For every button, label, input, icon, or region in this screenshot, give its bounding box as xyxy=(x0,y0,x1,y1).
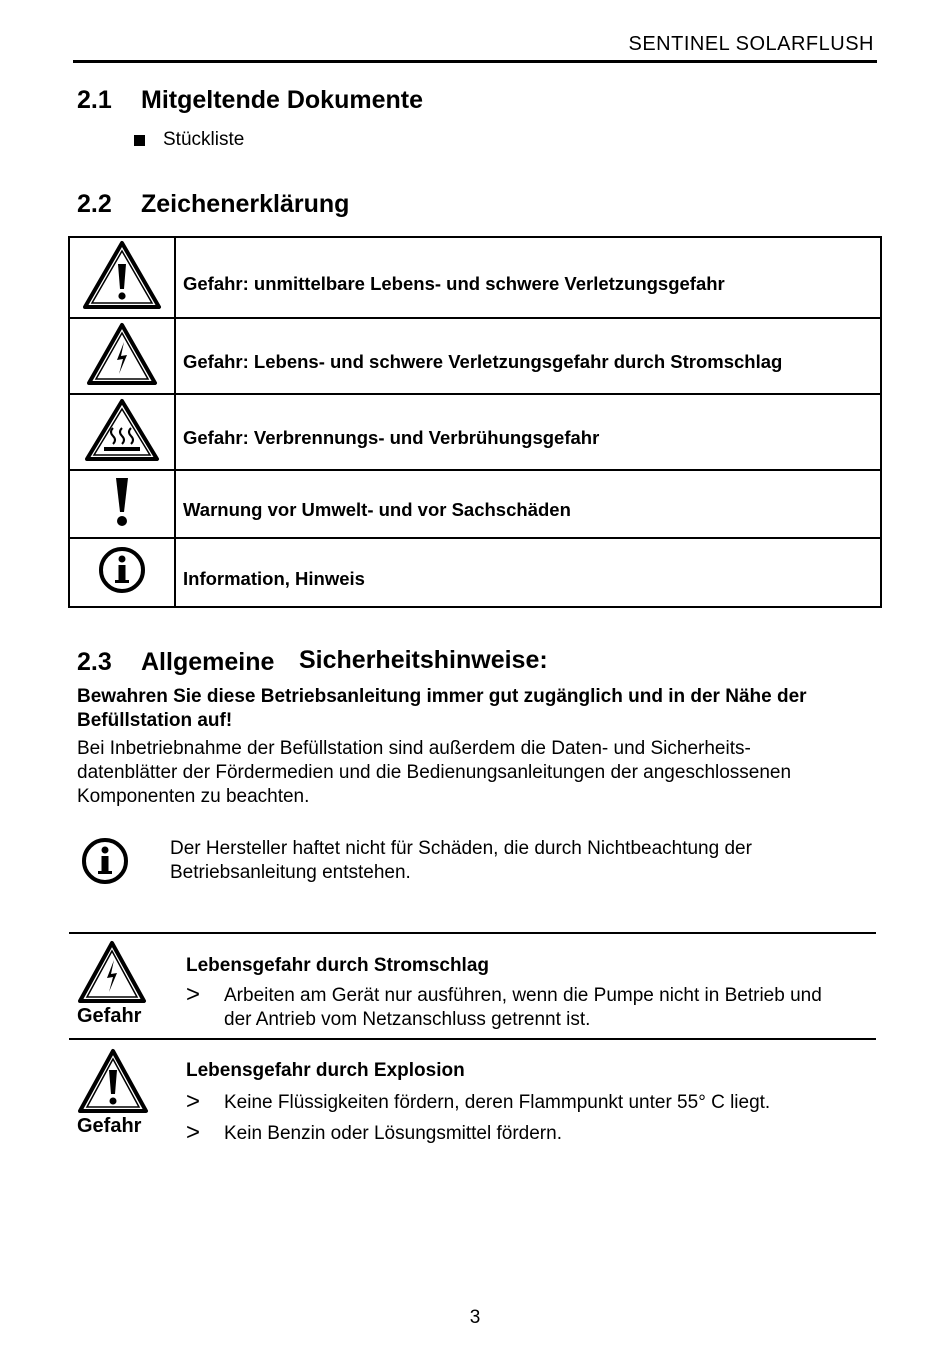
heading-2-3 xyxy=(77,648,274,677)
electric-shock-triangle-icon xyxy=(77,940,147,1004)
warning-divider xyxy=(69,932,876,934)
legend-text: Gefahr: unmittelbare Lebens- und schwere Verletzungsgefahr xyxy=(183,272,725,294)
general-danger-triangle-icon xyxy=(77,1048,149,1114)
exclamation-icon xyxy=(112,476,132,528)
legend-text: Gefahr: Verbrennungs- und Verbrühungsgefahr xyxy=(183,427,600,448)
heading-title-part-b: Sicherheitshinweise: xyxy=(299,646,548,674)
arrow-marker-icon: > xyxy=(186,1088,201,1115)
item-line: der Antrieb vom Netzanschluss getrennt ist. xyxy=(224,1009,591,1030)
heading-title: Mitgeltende Dokumente xyxy=(141,86,423,114)
header-rule xyxy=(73,60,877,63)
heading-title-part-a: Allgemeine xyxy=(141,648,275,676)
table-row xyxy=(69,470,881,538)
heading-number: 2.3 xyxy=(77,648,112,676)
warning-title: Lebensgefahr durch Stromschlag xyxy=(186,955,490,976)
item-line: Arbeiten am Gerät nur ausführen, wenn die Pumpe nicht in Betrieb und xyxy=(224,985,822,1006)
bold-line: Bewahren Sie diese Betriebsanleitung immer gut zugänglich und in der Nähe der xyxy=(77,686,807,707)
body-line: Bei Inbetriebnahme der Befüllstation sind außerdem die Daten- und Sicherheits- xyxy=(77,738,751,759)
symbol-legend-table xyxy=(68,236,882,608)
table-row xyxy=(69,318,881,394)
table-row xyxy=(69,538,881,607)
info-circle-icon xyxy=(81,837,129,885)
legend-text: Information, Hinweis xyxy=(183,567,365,589)
legend-text: Gefahr: Lebens- und schwere Verletzungsgefahr durch Stromschlag xyxy=(183,351,783,372)
table-row xyxy=(69,237,881,318)
bold-paragraph xyxy=(77,685,807,733)
heading-2-1 xyxy=(77,86,423,115)
info-line: Der Hersteller haftet nicht für Schäden, die durch Nichtbeachtung der xyxy=(170,838,752,859)
item-line: Keine Flüssigkeiten fördern, deren Flammpunkt unter 55° C liegt. xyxy=(224,1092,771,1113)
warning-divider xyxy=(69,1038,876,1040)
body-line: datenblätter der Fördermedien und die Bedienungsanleitungen der angeschlossenen xyxy=(77,762,792,783)
arrow-marker-icon: > xyxy=(186,1119,201,1146)
page-number: 3 xyxy=(469,1307,481,1328)
body-line: Komponenten zu beachten. xyxy=(77,786,310,807)
electric-shock-triangle-icon xyxy=(86,322,158,386)
bullet-text: Stückliste xyxy=(163,129,245,150)
heading-number: 2.2 xyxy=(77,190,112,218)
warning-title: Lebensgefahr durch Explosion xyxy=(186,1060,465,1081)
general-danger-triangle-icon xyxy=(82,240,162,310)
bold-line: Befüllstation auf! xyxy=(77,710,233,731)
running-header: SENTINEL SOLARFLUSH xyxy=(628,33,874,55)
info-circle-icon xyxy=(98,546,146,594)
item-line: Kein Benzin oder Lösungsmittel fördern. xyxy=(224,1123,562,1144)
bullet-item xyxy=(134,129,244,151)
warning-label: Gefahr xyxy=(77,1115,142,1137)
body-paragraph xyxy=(77,737,791,809)
list-item xyxy=(186,1088,771,1115)
heading-2-2 xyxy=(77,190,349,219)
heading-title: Zeichenerklärung xyxy=(141,190,350,218)
arrow-marker-icon: > xyxy=(186,981,201,1008)
list-item xyxy=(186,981,822,1032)
hot-surface-triangle-icon xyxy=(84,398,160,462)
square-bullet-icon xyxy=(134,135,145,146)
legend-text: Warnung vor Umwelt- und vor Sachschäden xyxy=(183,499,571,520)
heading-number: 2.1 xyxy=(77,86,112,114)
info-line: Betriebsanleitung entstehen. xyxy=(170,862,411,883)
info-note xyxy=(170,837,752,885)
table-row xyxy=(69,394,881,470)
list-item xyxy=(186,1119,562,1146)
warning-label: Gefahr xyxy=(77,1005,142,1027)
